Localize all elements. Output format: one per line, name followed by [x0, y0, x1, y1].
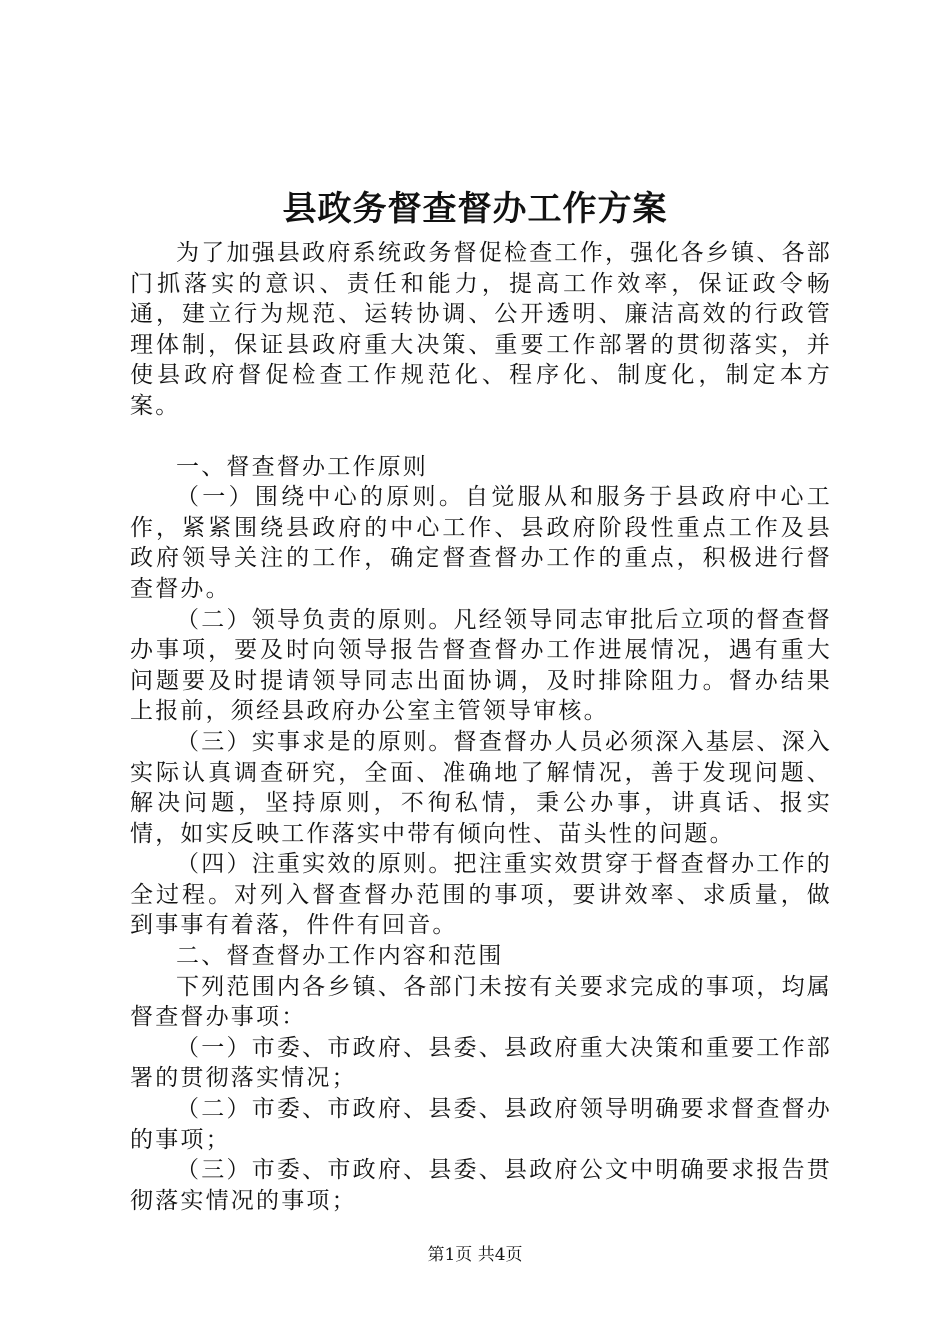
section-heading-scope: 二、督查督办工作内容和范围	[176, 943, 504, 970]
scope-item-2: （二）市委、市政府、县委、县政府领导明确要求督查督办的事项；	[130, 1096, 832, 1153]
page-number-footer: 第1页 共4页	[427, 1245, 523, 1265]
scope-item-3: （三）市委、市政府、县委、县政府公文中明确要求报告贯彻落实情况的事项；	[130, 1157, 832, 1214]
scope-intro-paragraph: 下列范围内各乡镇、各部门未按有关要求完成的事项，均属督查督办事项：	[130, 973, 832, 1031]
principle-paragraph-3: （三）实事求是的原则。督查督办人员必须深入基层、深入实际认真调查研究，全面、准确地了解情况，善于发现问题、解决问题，坚持原则，不徇私情，秉公办事，讲真话、报实情，如实反映工作落实中带有倾向性、苗头性的问题。	[130, 728, 832, 847]
principle-paragraph-2: （二）领导负责的原则。凡经领导同志审批后立项的督查督办事项，要及时向领导报告督查督办工作进展情况，遇有重大问题要及时提请领导同志出面协调，及时排除阻力。督办结果上报前，须经县政府办公室主管领导审核。	[130, 606, 832, 725]
document-title: 县政务督查督办工作方案	[282, 189, 668, 229]
scope-item-1: （一）市委、市政府、县委、县政府重大决策和重要工作部署的贯彻落实情况；	[130, 1034, 832, 1092]
principle-paragraph-4: （四）注重实效的原则。把注重实效贯穿于督查督办工作的全过程。对列入督查督办范围的事项，要讲效率、求质量，做到事事有着落，件件有回音。	[130, 851, 832, 939]
document-body	[130, 238, 832, 1216]
intro-paragraph: 为了加强县政府系统政务督促检查工作，强化各乡镇、各部门抓落实的意识、责任和能力，提高工作效率，保证政令畅通，建立行为规范、运转协调、公开透明、廉洁高效的行政管理体制，保证县政府重大决策、重要工作部署的贯彻落实，并使县政府督促检查工作规范化、程序化、制度化，制定本方案。	[130, 240, 832, 419]
section-heading-principles: 一、督查督办工作原则	[176, 453, 428, 480]
principle-paragraph-1: （一）围绕中心的原则。自觉服从和服务于县政府中心工作，紧紧围绕县政府的中心工作、县政府阶段性重点工作及县政府领导关注的工作，确定督查督办工作的重点，积极进行督查督办。	[130, 484, 832, 602]
